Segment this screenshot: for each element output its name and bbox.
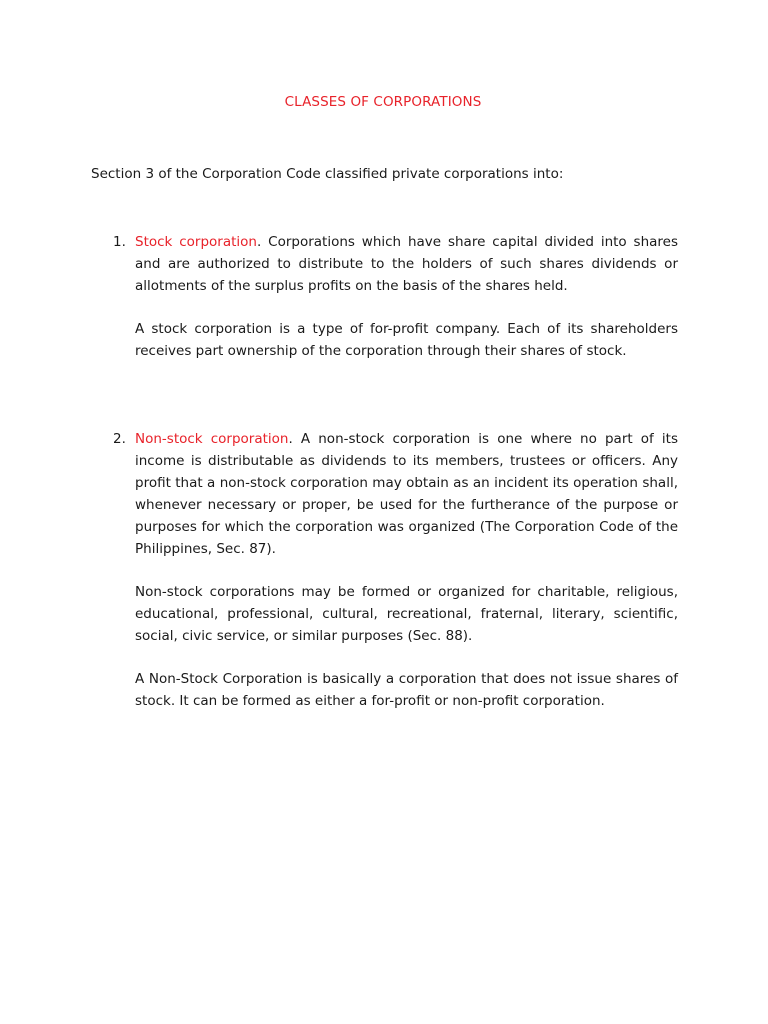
definition-paragraph — [135, 231, 678, 297]
body-paragraph: Non-stock corporations may be formed or organized for charitable, religious, educational, professional, cultural, recreational, fraternal, literary, scientific, social, civic service, or similar purposes (Sec. 88). — [135, 584, 678, 644]
body-paragraph: A stock corporation is a type of for-profit company. Each of its shareholders receives part ownership of the corporation through their shares of stock. — [135, 321, 678, 359]
list-item-body — [135, 231, 678, 383]
list-item-body — [135, 428, 678, 733]
term-highlight: Non-stock corporation — [135, 431, 289, 447]
definition-paragraph — [135, 428, 678, 560]
document-title: CLASSES OF CORPORATIONS — [284, 94, 482, 110]
body-paragraph: A Non-Stock Corporation is basically a corporation that does not issue shares of stock. It can be formed as either a for-profit or non-profit corporation. — [135, 671, 678, 709]
list-item-number: 1. — [113, 234, 126, 250]
list-item-number: 2. — [113, 431, 126, 447]
definition-text: . A non-stock corporation is one where no part of its income is distributable as dividends to its members, trustees or officers. Any profit that a non-stock corporation may obtain as an incident its operation shall, whenever necessary or proper, be used for the furtherance of the purpose or purposes for which the corporation was organized (The Corporation Code of the Philippines, Sec. 87). — [135, 431, 678, 557]
definition-text: . Corporations which have share capital divided into shares and are authorized to distribute to the holders of such shares dividends or allotments of the surplus profits on the basis of the shares held. — [135, 234, 678, 294]
intro-paragraph: Section 3 of the Corporation Code classified private corporations into: — [91, 166, 564, 182]
term-highlight: Stock corporation — [135, 234, 257, 250]
